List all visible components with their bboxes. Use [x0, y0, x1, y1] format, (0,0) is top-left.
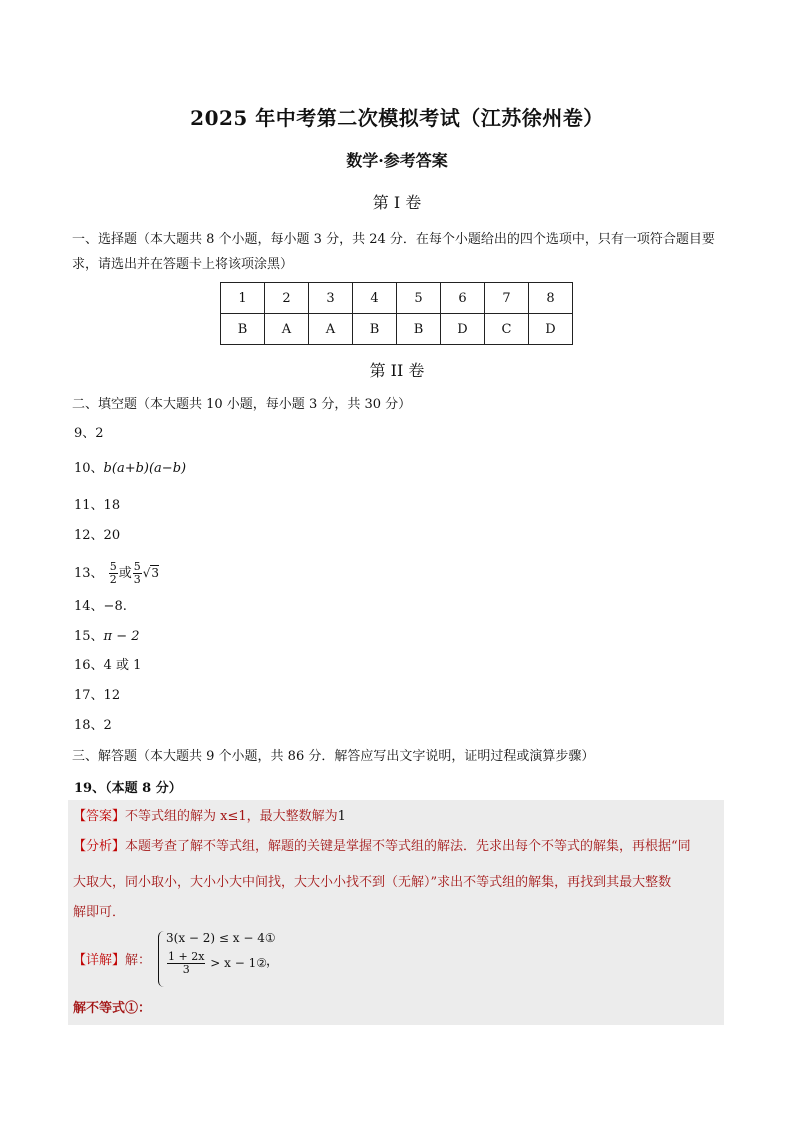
table-row-numbers	[221, 283, 573, 314]
analysis-line-2: 大取大，同小取小，大小小大中间找，大大小小找不到（无解）”求出不等式组的解集，再找到其最大整数	[73, 875, 672, 890]
fill-answer-15: 15、π − 2	[74, 629, 140, 644]
analysis-line-3: 解即可．	[73, 905, 126, 920]
table-cell: 4	[353, 283, 397, 314]
choice-answer-table	[220, 282, 573, 345]
fill-answer-13: 13、 $\frac{5}{2}$ 或 $\frac{5}{3}$ √3	[74, 560, 159, 586]
fill-answer-12: 12、20	[74, 528, 121, 543]
question-19-title: 19、（本题 8 分）	[74, 781, 182, 796]
table-row-answers	[221, 314, 573, 345]
fill-answer-17: 17、12	[74, 688, 121, 703]
inequality-2: $\frac{1 + 2x}{3}$ > x − 1②	[168, 950, 267, 976]
fraction: $\frac{1 + 2x}{3}$	[168, 950, 205, 976]
equation-tail: ，	[266, 954, 280, 969]
table-cell: 3	[309, 283, 353, 314]
table-cell: D	[441, 314, 485, 345]
table-cell: D	[529, 314, 573, 345]
table-cell: B	[353, 314, 397, 345]
square-root: √3	[142, 566, 159, 580]
volume-2-heading: 第 II 卷	[369, 361, 425, 380]
inequality-1: 3(x − 2) ≤ x − 4①	[166, 931, 276, 945]
table-cell: 8	[529, 283, 573, 314]
table-cell: A	[309, 314, 353, 345]
section-2-heading: 二、填空题（本大题共 10 小题，每小题 3 分，共 30 分）	[72, 397, 412, 412]
table-cell: 1	[221, 283, 265, 314]
table-cell: C	[485, 314, 529, 345]
fill-answer-9: 9、2	[74, 426, 104, 441]
table-cell: 7	[485, 283, 529, 314]
page-subtitle: 数学·参考答案	[346, 151, 448, 170]
analysis-line-1: 【分析】本题考查了解不等式组，解题的关键是掌握不等式组的解法．先求出每个不等式的解集，再根据“同	[73, 839, 691, 854]
table-cell: B	[221, 314, 265, 345]
answer-line: 【答案】不等式组的解为 x≤1，最大整数解为1	[73, 809, 346, 824]
fill-answer-16: 16、4 或 1	[74, 658, 142, 673]
volume-1-heading: 第 I 卷	[372, 193, 422, 212]
fraction: $\frac{5}{3}$	[133, 560, 141, 586]
page-title: 2025 年中考第二次模拟考试（江苏徐州卷）	[190, 106, 604, 130]
table-cell: 5	[397, 283, 441, 314]
fill-answer-18: 18、2	[74, 718, 112, 733]
fraction: $\frac{5}{2}$	[109, 560, 117, 586]
fill-answer-10: 10、b(a+b)(a−b)	[74, 461, 187, 476]
step-1-line: 解不等式①：	[73, 1001, 152, 1016]
table-cell: 6	[441, 283, 485, 314]
table-cell: A	[265, 314, 309, 345]
section-3-heading: 三、解答题（本大题共 9 个小题，共 86 分．解答应写出文字说明，证明过程或演算步骤）	[72, 749, 595, 764]
table-cell: B	[397, 314, 441, 345]
section-1-heading: 一、选择题（本大题共 8 个小题，每小题 3 分，共 24 分．在每个小题给出的四个选项中，只有一项符合题目要求，请选出并在答题卡上将该项涂黑）	[72, 232, 715, 272]
fill-answer-14: 14、−8.	[74, 599, 127, 614]
fill-answer-11: 11、18	[74, 498, 121, 513]
solution-panel	[68, 800, 724, 1025]
left-brace	[158, 931, 165, 987]
table-cell: 2	[265, 283, 309, 314]
detail-line: 【详解】解：	[73, 953, 152, 968]
